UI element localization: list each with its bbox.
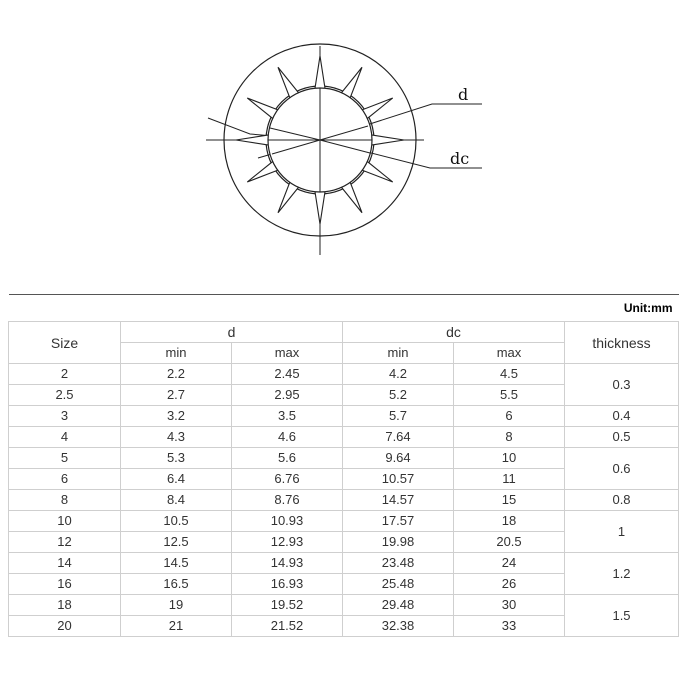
dc-max-cell: 10 [454, 448, 565, 469]
d-min-cell: 21 [121, 616, 232, 637]
d-max-cell: 21.52 [232, 616, 343, 637]
d-max-header: max [232, 343, 343, 364]
thickness-cell: 1 [565, 511, 679, 553]
washer-drawing [0, 0, 700, 290]
dc-min-cell: 5.7 [343, 406, 454, 427]
table-row [9, 511, 679, 532]
thickness-cell: 0.5 [565, 427, 679, 448]
d-min-cell: 6.4 [121, 469, 232, 490]
dc-min-cell: 14.57 [343, 490, 454, 511]
dc-min-cell: 25.48 [343, 574, 454, 595]
spec-table [8, 294, 679, 637]
size-cell: 14 [9, 553, 121, 574]
size-cell: 12 [9, 532, 121, 553]
unit-label: Unit:mm [9, 295, 679, 322]
d-min-cell: 14.5 [121, 553, 232, 574]
size-cell: 4 [9, 427, 121, 448]
dc-max-cell: 11 [454, 469, 565, 490]
d-min-cell: 19 [121, 595, 232, 616]
header-row [9, 322, 679, 343]
size-cell: 2 [9, 364, 121, 385]
d-min-cell: 10.5 [121, 511, 232, 532]
size-cell: 10 [9, 511, 121, 532]
d-header: d [121, 322, 343, 343]
dc-min-header: min [343, 343, 454, 364]
unit-row [9, 295, 679, 322]
d-max-cell: 2.45 [232, 364, 343, 385]
size-cell: 20 [9, 616, 121, 637]
thickness-cell: 0.8 [565, 490, 679, 511]
thickness-cell: 0.4 [565, 406, 679, 427]
d-min-cell: 12.5 [121, 532, 232, 553]
table-row [9, 448, 679, 469]
dc-min-cell: 5.2 [343, 385, 454, 406]
size-cell: 3 [9, 406, 121, 427]
d-max-cell: 3.5 [232, 406, 343, 427]
d-max-cell: 2.95 [232, 385, 343, 406]
d-min-header: min [121, 343, 232, 364]
d-min-cell: 4.3 [121, 427, 232, 448]
size-cell: 16 [9, 574, 121, 595]
d-max-cell: 16.93 [232, 574, 343, 595]
dc-min-cell: 10.57 [343, 469, 454, 490]
d-max-cell: 10.93 [232, 511, 343, 532]
d-max-cell: 12.93 [232, 532, 343, 553]
dc-min-cell: 17.57 [343, 511, 454, 532]
d-min-cell: 2.7 [121, 385, 232, 406]
size-cell: 6 [9, 469, 121, 490]
d-max-cell: 14.93 [232, 553, 343, 574]
dc-min-cell: 32.38 [343, 616, 454, 637]
dc-min-cell: 7.64 [343, 427, 454, 448]
dc-max-header: max [454, 343, 565, 364]
dc-max-cell: 33 [454, 616, 565, 637]
d-min-cell: 3.2 [121, 406, 232, 427]
washer-teeth [236, 56, 404, 224]
table-row [9, 490, 679, 511]
d-max-cell: 5.6 [232, 448, 343, 469]
d-label: d [458, 85, 469, 104]
dc-max-cell: 15 [454, 490, 565, 511]
size-cell: 2.5 [9, 385, 121, 406]
d-min-cell: 5.3 [121, 448, 232, 469]
d-max-cell: 4.6 [232, 427, 343, 448]
d-max-cell: 6.76 [232, 469, 343, 490]
size-cell: 5 [9, 448, 121, 469]
dc-max-cell: 8 [454, 427, 565, 448]
dc-max-cell: 30 [454, 595, 565, 616]
dc-min-cell: 4.2 [343, 364, 454, 385]
d-min-cell: 8.4 [121, 490, 232, 511]
dc-max-cell: 26 [454, 574, 565, 595]
dc-max-cell: 20.5 [454, 532, 565, 553]
dc-max-cell: 5.5 [454, 385, 565, 406]
d-max-cell: 8.76 [232, 490, 343, 511]
dc-max-cell: 6 [454, 406, 565, 427]
size-cell: 18 [9, 595, 121, 616]
table-row [9, 553, 679, 574]
thickness-cell: 0.3 [565, 364, 679, 406]
table-row [9, 427, 679, 448]
dc-min-cell: 23.48 [343, 553, 454, 574]
table-row [9, 364, 679, 385]
table-row [9, 406, 679, 427]
dc-min-cell: 9.64 [343, 448, 454, 469]
d-min-cell: 16.5 [121, 574, 232, 595]
dc-min-cell: 19.98 [343, 532, 454, 553]
dc-max-cell: 18 [454, 511, 565, 532]
dc-max-cell: 24 [454, 553, 565, 574]
thickness-cell: 0.6 [565, 448, 679, 490]
dc-min-cell: 29.48 [343, 595, 454, 616]
size-header: Size [9, 322, 121, 364]
dc-label: dc [450, 149, 470, 168]
size-cell: 8 [9, 490, 121, 511]
thickness-cell: 1.2 [565, 553, 679, 595]
thickness-cell: 1.5 [565, 595, 679, 637]
d-max-cell: 19.52 [232, 595, 343, 616]
d-min-cell: 2.2 [121, 364, 232, 385]
dc-max-cell: 4.5 [454, 364, 565, 385]
thickness-header: thickness [565, 322, 679, 364]
table-row [9, 595, 679, 616]
dc-header: dc [343, 322, 565, 343]
